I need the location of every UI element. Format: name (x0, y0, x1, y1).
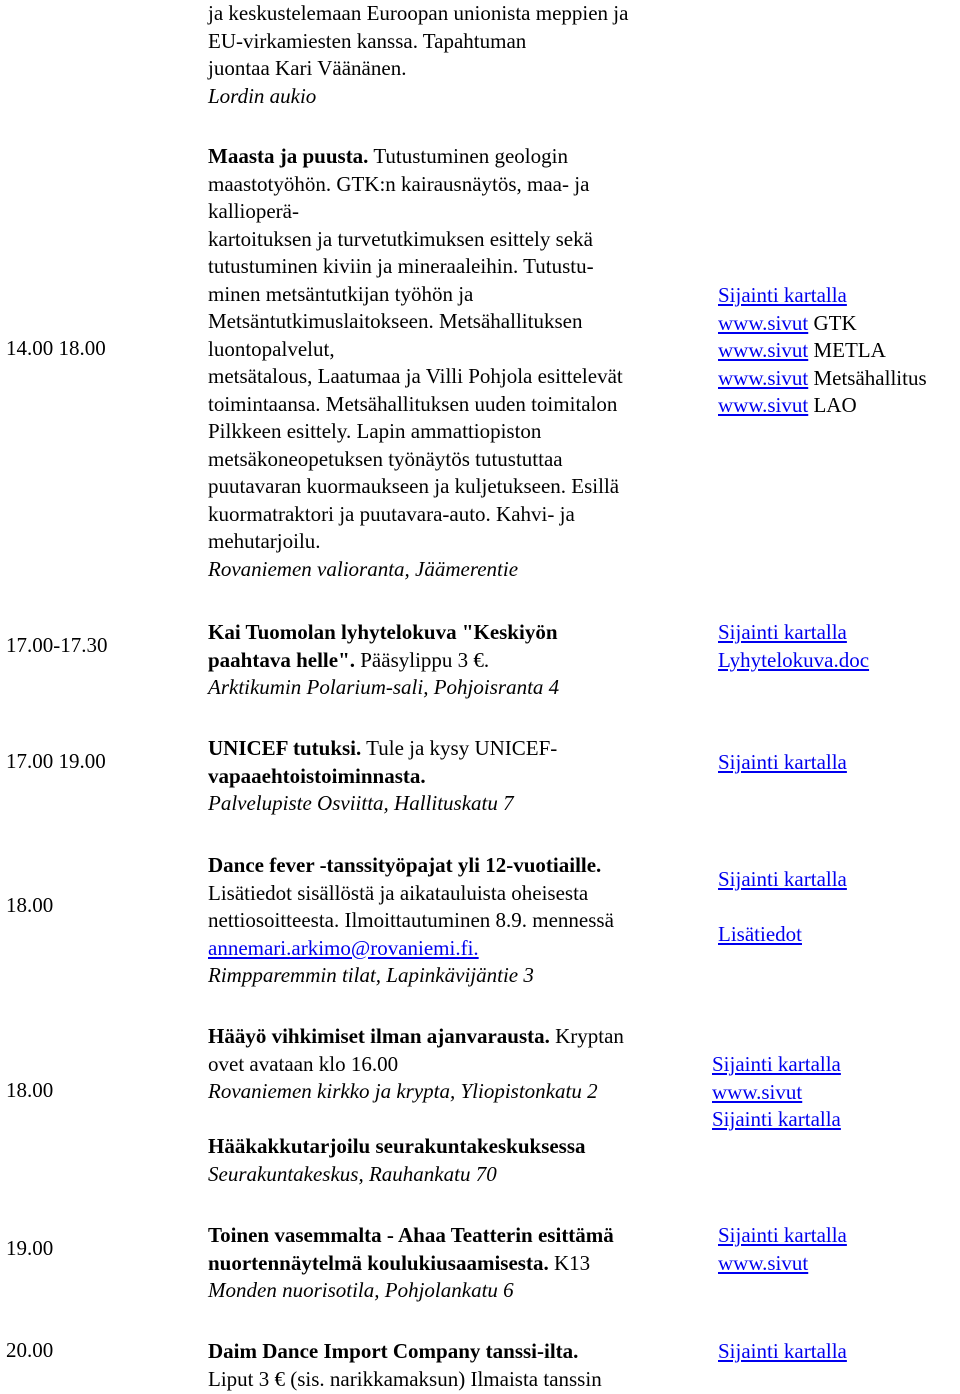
website-link[interactable]: www.sivut (712, 1079, 803, 1104)
event-links (718, 282, 927, 420)
event-text: K13 (553, 1250, 591, 1275)
event-text: vapaaehtoistoiminnasta. (208, 763, 426, 788)
map-link[interactable]: Sijainti kartalla (718, 283, 847, 307)
event-title: Dance fever -tanssityöpajat yli 12-vuotiaille. (208, 853, 602, 877)
event-description (208, 1222, 708, 1305)
event-text: metsätalous, Laatumaa ja Villi Pohjola esittelevät (208, 364, 623, 388)
event-text: minen metsäntutkijan työhön ja (208, 281, 474, 306)
event-description (208, 852, 708, 990)
website-label: LAO (813, 393, 857, 417)
intro-line: juontaa Kari Väänänen. (208, 56, 407, 80)
event-text: maastotyöhön. GTK:n kairausnäytös, maa- ja (208, 171, 590, 196)
event-text: nettiosoitteesta. Ilmoittautuminen 8.9. mennessä (208, 908, 614, 932)
event-description (208, 143, 708, 583)
event-time: 20.00 (6, 1338, 54, 1362)
event-text: puutavaran kuormaukseen ja kuljetukseen. Esillä (208, 474, 620, 498)
website-link[interactable]: www.sivut (718, 338, 809, 362)
map-link[interactable]: Sijainti kartalla (712, 1107, 841, 1131)
event-venue: Rovaniemen kirkko ja krypta, Yliopistonkatu 2 (208, 1079, 598, 1103)
event-text: Metsäntutkimuslaitokseen. Metsähallituksen (208, 309, 583, 333)
event-venue: Arktikumin Polarium-sali, Pohjoisranta 4 (208, 675, 560, 699)
event-venue: Rovaniemen valioranta, Jäämerentie (208, 556, 519, 581)
map-link[interactable]: Sijainti kartalla (718, 1223, 847, 1247)
event-time: 17.00-17.30 (6, 633, 108, 657)
event-time: 14.00 18.00 (6, 336, 106, 360)
event-text: kartoituksen ja turvetutkimuksen esittely sekä (208, 226, 593, 251)
intro-block (208, 0, 708, 110)
event-time: 18.00 (6, 893, 54, 917)
event-text: toimintaansa. Metsähallituksen uuden toimitalon (208, 391, 618, 416)
event-title: Maasta ja puusta. (208, 144, 369, 168)
event-title: Toinen vasemmalta - Ahaa Teatterin esittämä (208, 1223, 614, 1247)
event-text: Pääsylippu 3 €. (360, 647, 490, 672)
event-description (208, 1023, 708, 1188)
event-links (712, 1051, 841, 1134)
event-text: Tule ja kysy UNICEF- (366, 736, 558, 760)
event-description (208, 1338, 708, 1393)
website-link[interactable]: www.sivut (718, 310, 809, 335)
event-time: 19.00 (6, 1236, 54, 1260)
website-label: Metsähallitus (813, 365, 927, 390)
website-link[interactable]: www.sivut (718, 1250, 809, 1275)
event-time: 18.00 (6, 1078, 54, 1102)
event-text: metsäkoneopetuksen työnäytös tutustuttaa (208, 446, 563, 471)
event-text: ovet avataan klo 16.00 (208, 1051, 399, 1076)
event-links (718, 1338, 847, 1366)
event-venue: Rimpparemmin tilat, Lapinkävijäntie 3 (208, 963, 534, 987)
event-title: paahtava helle". (208, 647, 355, 672)
event-venue: Palvelupiste Osviitta, Hallituskatu 7 (208, 791, 514, 815)
event-links (718, 866, 847, 949)
website-label: GTK (813, 310, 857, 335)
website-label: METLA (813, 338, 886, 362)
map-link[interactable]: Sijainti kartalla (718, 867, 847, 891)
event-description (208, 735, 708, 818)
website-link[interactable]: www.sivut (718, 393, 809, 417)
event-links (718, 1222, 847, 1277)
event-text: Tutustuminen geologin (373, 144, 568, 168)
event-title: UNICEF tutuksi. (208, 736, 362, 760)
event-title: Hääyö vihkimiset ilman ajanvarausta. (208, 1024, 550, 1048)
event-title: Daim Dance Import Company tanssi-ilta. (208, 1339, 579, 1363)
intro-line: ja keskustelemaan Euroopan unionista meppien ja (208, 1, 629, 25)
map-link[interactable]: Sijainti kartalla (718, 620, 847, 644)
event-text: tutustuminen kiviin ja mineraaleihin. Tutustu- (208, 254, 594, 278)
map-link[interactable]: Sijainti kartalla (712, 1052, 841, 1076)
info-link[interactable]: Lisätiedot (718, 922, 802, 946)
event-time: 17.00 19.00 (6, 749, 106, 773)
event-text: Liput 3 € (sis. narikkamaksun) Ilmaista tanssin (208, 1366, 602, 1391)
event-text: Kryptan (555, 1024, 624, 1048)
event-links (718, 749, 847, 777)
event-text: mehutarjoilu. (208, 529, 321, 553)
event-title: nuortennäytelmä koulukiusaamisesta. (208, 1250, 549, 1275)
intro-line: EU-virkamiesten kanssa. Tapahtuman (208, 28, 527, 53)
event-text: luontopalvelut, (208, 336, 335, 361)
event-text: kallioperä- (208, 199, 299, 223)
document-link[interactable]: Lyhytelokuva.doc (718, 647, 870, 672)
event-links (718, 619, 869, 674)
event-text: Pilkkeen esittely. Lapin ammattiopiston (208, 419, 542, 443)
map-link[interactable]: Sijainti kartalla (718, 1339, 847, 1363)
email-link[interactable]: annemari.arkimo@rovaniemi.fi. (208, 935, 479, 960)
event-description (208, 619, 708, 702)
event-venue: Monden nuorisotila, Pohjolankatu 6 (208, 1278, 514, 1302)
event-text: kuormatraktori ja puutavara-auto. Kahvi- ja (208, 501, 575, 526)
event-title: Kai Tuomolan lyhytelokuva "Keskiyön (208, 620, 558, 644)
map-link[interactable]: Sijainti kartalla (718, 750, 847, 774)
intro-venue: Lordin aukio (208, 83, 317, 108)
website-link[interactable]: www.sivut (718, 365, 809, 390)
event-venue: Seurakuntakeskus, Rauhankatu 70 (208, 1161, 497, 1186)
event-title: Hääkakkutarjoilu seurakuntakeskuksessa (208, 1134, 586, 1158)
event-text: Lisätiedot sisällöstä ja aikatauluista oheisesta (208, 880, 589, 905)
